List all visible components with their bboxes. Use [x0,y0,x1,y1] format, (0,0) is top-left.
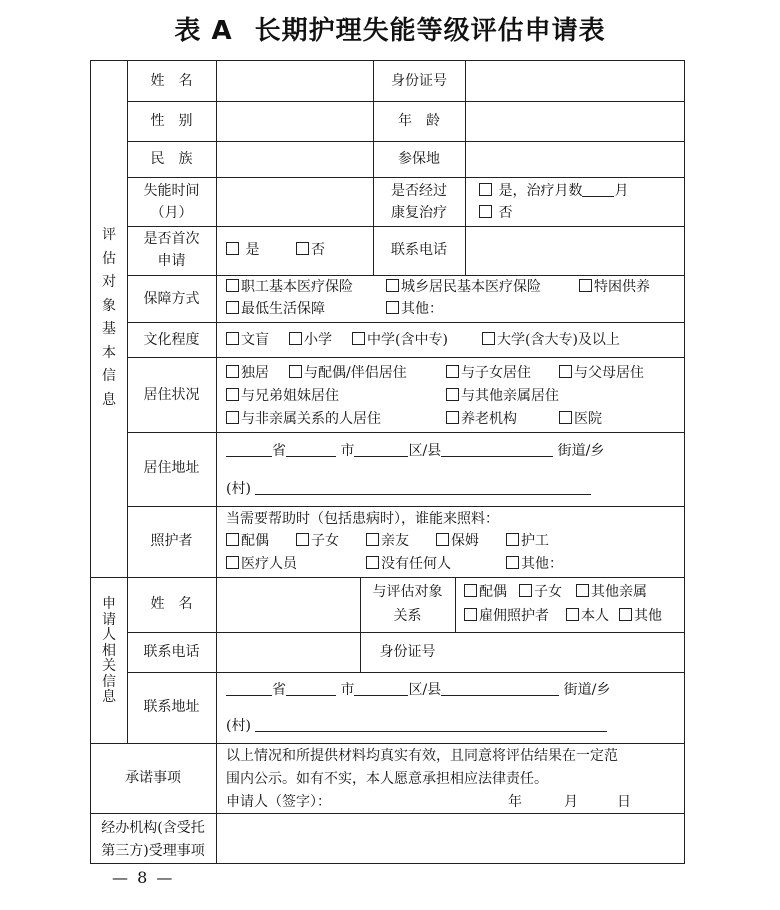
addr-city-label: 市 [340,443,355,459]
cg-other-checkbox[interactable] [506,556,519,569]
rel-self-label: 本人 [581,608,609,624]
label-age: 年 龄 [398,113,440,129]
rehab-month-unit: 月 [614,183,629,199]
rel-other-relative-checkbox[interactable] [576,584,589,597]
applicant-label-address: 联系地址 [143,699,200,715]
name-field[interactable] [221,66,369,96]
living-alone-label: 独居 [241,365,269,381]
insured-place-field[interactable] [470,144,680,174]
insurance-resident-checkbox[interactable] [386,279,399,292]
contact-phone-field[interactable] [470,232,680,270]
label-caregiver: 照护者 [150,533,193,549]
cg-nanny-label: 保姆 [451,533,479,549]
rel-spouse-label: 配偶 [479,584,507,600]
grid-line [127,226,685,227]
label-gender: 性 别 [150,113,193,129]
section-label-applicant-info: 申请人相关信息 [102,596,116,705]
living-spouse-checkbox[interactable] [289,365,302,378]
addr-city-blank[interactable] [286,442,336,457]
addr-province-blank[interactable] [226,442,272,457]
rel-children-checkbox[interactable] [519,584,532,597]
cg-other-label: 其他： [521,556,563,572]
grid-line [127,432,685,433]
edu-secondary-checkbox[interactable] [352,332,365,345]
app-addr-province-blank[interactable] [226,681,272,696]
rehab-no-checkbox[interactable] [479,205,492,218]
agency-field[interactable] [221,818,680,860]
rel-hired-caregiver-checkbox[interactable] [464,608,477,621]
grid-line [127,506,685,507]
label-id-number: 身份证号 [391,73,447,89]
living-nonrelatives-label: 与非亲属关系的人居住 [241,411,381,427]
insurance-min-living-label: 最低生活保障 [241,301,325,317]
living-parents-checkbox[interactable] [559,365,572,378]
sign-day-label: 日 [617,794,631,810]
grid-line [465,60,466,275]
living-children-checkbox[interactable] [446,365,459,378]
living-alone-checkbox[interactable] [226,365,239,378]
app-addr-city-blank[interactable] [286,681,336,696]
applicant-signature-label: 申请人（签字）： [226,794,331,810]
rel-other-label: 其他 [634,608,662,624]
label-education: 文化程度 [143,332,200,348]
living-nonrelatives-checkbox[interactable] [226,411,239,424]
rehab-yes-label: 是，治疗月数 [498,183,583,199]
cg-spouse-checkbox[interactable] [226,533,239,546]
edu-illiterate-checkbox[interactable] [226,332,239,345]
living-siblings-checkbox[interactable] [226,388,239,401]
label-rehab-2: 康复治疗 [391,205,447,221]
grid-line [455,577,456,632]
commitment-label: 承诺事项 [125,770,181,786]
insurance-other-checkbox[interactable] [386,301,399,314]
living-relatives-checkbox[interactable] [446,388,459,401]
insurance-special-support-label: 特困供养 [594,279,650,295]
id-number-field[interactable] [470,66,680,96]
addr-village-label: (村) [226,481,251,497]
insurance-min-living-checkbox[interactable] [226,301,239,314]
first-no-label: 否 [311,242,325,258]
addr-district-label: 区/县 [408,443,442,459]
label-living: 居住状况 [143,387,200,403]
grid-line [90,743,685,744]
grid-line [216,743,217,864]
label-disability-time: 失能时间 [143,183,200,199]
living-parents-label: 与父母居住 [574,365,644,381]
addr-village-blank[interactable] [255,480,591,495]
living-nursing-home-label: 养老机构 [461,411,517,427]
applicant-label-relation-2: 关系 [393,608,422,624]
app-addr-district-label: 区/县 [408,682,442,698]
rehab-yes-checkbox[interactable] [479,183,492,196]
rel-hired-caregiver-label: 雇佣照护者 [479,608,549,624]
label-disability-time-unit: （月） [150,205,193,221]
cg-nobody-checkbox[interactable] [366,556,379,569]
first-yes-checkbox[interactable] [226,242,239,255]
first-no-checkbox[interactable] [296,242,309,255]
sign-year-label: 年 [508,794,522,810]
app-addr-village-blank[interactable] [255,717,607,732]
app-addr-street-label: 街道/乡 [563,682,611,698]
grid-line [127,141,685,142]
caregiver-question: 当需要帮助时（包括患病时），谁能来照料： [226,511,499,527]
label-insured-place: 参保地 [398,151,440,167]
insurance-special-support-checkbox[interactable] [579,279,592,292]
applicant-label-phone: 联系电话 [143,644,200,660]
page-number: — 8 — [112,868,175,887]
cg-nurse-aide-checkbox[interactable] [506,533,519,546]
cg-spouse-label: 配偶 [241,533,269,549]
section-label-subject-info: 评估对象基本信息 [102,227,116,408]
living-siblings-label: 与兄弟姐妹居住 [241,388,339,404]
applicant-signature-field[interactable] [340,791,490,811]
grid-line [127,632,685,633]
app-addr-city-label: 市 [340,682,355,698]
label-first-apply-2: 申请 [157,253,186,269]
edu-college-checkbox[interactable] [482,332,495,345]
grid-line [216,60,217,275]
applicant-label-relation: 与评估对象 [372,584,443,600]
applicant-phone-field[interactable] [221,636,355,668]
edu-primary-checkbox[interactable] [289,332,302,345]
living-nursing-home-checkbox[interactable] [446,411,459,424]
label-contact-phone: 联系电话 [391,242,447,258]
grid-line [127,322,685,323]
applicant-label-name: 姓 名 [150,596,193,612]
app-addr-province-label: 省 [272,682,286,698]
grid-line [127,177,685,178]
rel-other-checkbox[interactable] [619,608,632,621]
agency-label: 经办机构(含受托 [101,820,205,836]
page-title [0,10,780,47]
living-relatives-label: 与其他亲属居住 [461,388,559,404]
cg-friends-checkbox[interactable] [366,533,379,546]
label-insurance: 保障方式 [143,291,200,307]
grid-line [216,577,217,672]
application-form [90,60,685,864]
edu-secondary-label: 中学(含中专) [367,332,448,348]
living-hospital-checkbox[interactable] [559,411,572,424]
addr-district-blank[interactable] [354,442,408,457]
grid-line [90,577,685,578]
applicant-id-field[interactable] [460,636,680,668]
sign-month-label: 月 [564,794,578,810]
grid-line [216,275,217,743]
living-spouse-label: 与配偶/伴侣居住 [304,365,407,381]
commitment-line-1: 以上情况和所提供材料均真实有效，且同意将评估结果在一定范 [226,748,618,764]
rehab-no-label: 否 [498,205,513,221]
gender-field[interactable] [221,106,369,136]
label-rehab: 是否经过 [391,183,447,199]
applicant-label-id: 身份证号 [379,644,436,660]
insurance-resident-label: 城乡居民基本医疗保险 [401,279,541,295]
rel-children-label: 子女 [534,584,562,600]
grid-line [127,101,685,102]
cg-medical-staff-checkbox[interactable] [226,556,239,569]
rel-other-relative-label: 其他亲属 [591,584,647,600]
addr-province-label: 省 [272,443,286,459]
addr-street-blank[interactable] [441,442,553,457]
app-addr-street-blank[interactable] [441,681,559,696]
agency-label-2: 第三方)受理事项 [101,843,205,859]
label-ethnicity: 民 族 [150,151,193,167]
edu-college-label: 大学(含大专)及以上 [497,332,620,348]
rel-self-checkbox[interactable] [566,608,579,621]
grid-line [127,672,685,673]
age-field[interactable] [470,106,680,136]
insurance-employee-checkbox[interactable] [226,279,239,292]
app-addr-district-blank[interactable] [354,681,408,696]
title-prefix: 表 A [174,16,233,46]
rehab-months-blank[interactable] [582,182,614,197]
applicant-name-field[interactable] [221,582,355,627]
rel-spouse-checkbox[interactable] [464,584,477,597]
insurance-other-label: 其他： [401,301,443,317]
label-first-apply: 是否首次 [143,231,200,247]
app-addr-village-label: (村) [226,718,251,734]
edu-illiterate-label: 文盲 [241,332,269,348]
cg-medical-staff-label: 医疗人员 [241,556,297,572]
commitment-line-2: 围内公示。如有不实，本人愿意承担相应法律责任。 [226,771,548,787]
cg-nurse-aide-label: 护工 [521,533,549,549]
label-name: 姓 名 [150,73,193,89]
cg-children-label: 子女 [311,533,339,549]
insurance-employee-label: 职工基本医疗保险 [241,279,353,295]
ethnicity-field[interactable] [221,144,369,174]
grid-line [90,813,685,814]
cg-friends-label: 亲友 [381,533,409,549]
cg-children-checkbox[interactable] [296,533,309,546]
living-hospital-label: 医院 [574,411,602,427]
cg-nobody-label: 没有任何人 [381,556,451,572]
label-address: 居住地址 [143,460,200,476]
addr-street-label: 街道/乡 [557,443,605,459]
first-yes-label: 是 [245,242,260,258]
edu-primary-label: 小学 [304,332,332,348]
grid-line [127,357,685,358]
disability-time-field[interactable] [221,182,369,222]
cg-nanny-checkbox[interactable] [436,533,449,546]
living-children-label: 与子女居住 [461,365,531,381]
title-text: 长期护理失能等级评估申请表 [254,16,606,46]
